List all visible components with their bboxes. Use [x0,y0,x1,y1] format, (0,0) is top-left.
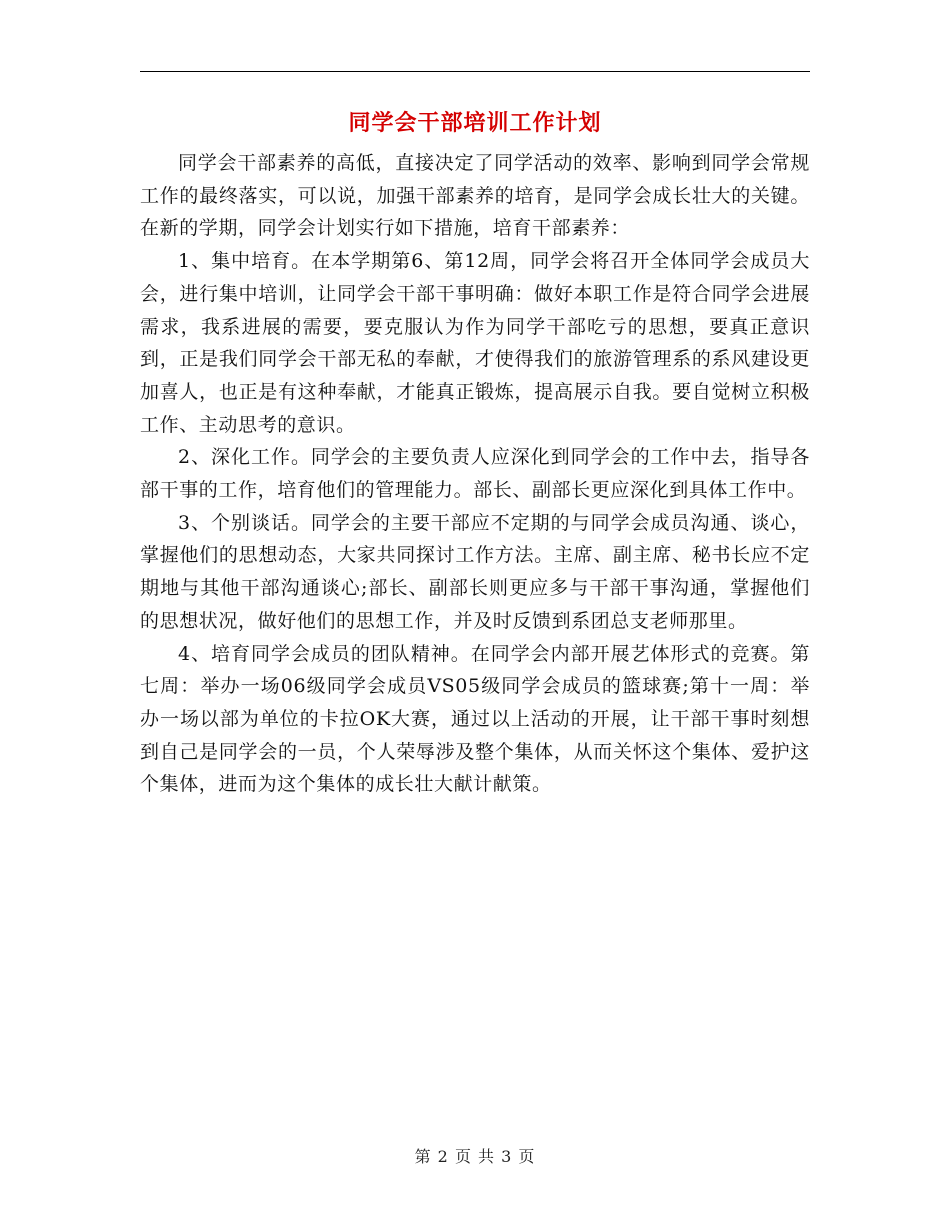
paragraph-intro: 同学会干部素养的高低，直接决定了同学活动的效率、影响到同学会常规工作的最终落实，可以说，加强干部素养的培育，是同学会成长壮大的关键。在新的学期，同学会计划实行如下措施，培育干部素养： [140,152,810,240]
paragraph-item-1: 1、集中培育。在本学期第6、第12周，同学会将召开全体同学会成员大会，进行集中培训，让同学会干部干事明确：做好本职工作是符合同学会进展需求，我系进展的需要，要克服认为作为同学干部吃亏的思想，要真正意识到，正是我们同学会干部无私的奉献，才使得我们的旅游管理系的系风建设更加喜人，也正是有这种奉献，才能真正锻炼，提高展示自我。要自觉树立积极工作、主动思考的意识。 [140,250,810,436]
paragraph-item-4: 4、培育同学会成员的团队精神。在同学会内部开展艺体形式的竞赛。第七周：举办一场06级同学会成员VS05级同学会成员的篮球赛;第十一周：举办一场以部为单位的卡拉OK大赛，通过以上活动的开展，让干部干事时刻想到自己是同学会的一员，个人荣辱涉及整个集体，从而关怀这个集体、爱护这个集体，进而为这个集体的成长壮大献计献策。 [140,642,810,796]
paragraph-item-2: 2、深化工作。同学会的主要负责人应深化到同学会的工作中去，指导各部干事的工作，培育他们的管理能力。部长、副部长更应深化到具体工作中。 [140,446,810,502]
document-body [140,147,810,801]
header-rule [140,71,810,72]
page-number-footer: 第 2 页 共 3 页 [414,1147,536,1166]
paragraph-item-3: 3、个别谈话。同学会的主要干部应不定期的与同学会成员沟通、谈心，掌握他们的思想动态，大家共同探讨工作方法。主席、副主席、秘书长应不定期地与其他干部沟通谈心;部长、副部长则更应多与干部干事沟通，掌握他们的思想状况，做好他们的思想工作，并及时反馈到系团总支老师那里。 [140,511,810,632]
document-title: 同学会干部培训工作计划 [348,111,602,136]
